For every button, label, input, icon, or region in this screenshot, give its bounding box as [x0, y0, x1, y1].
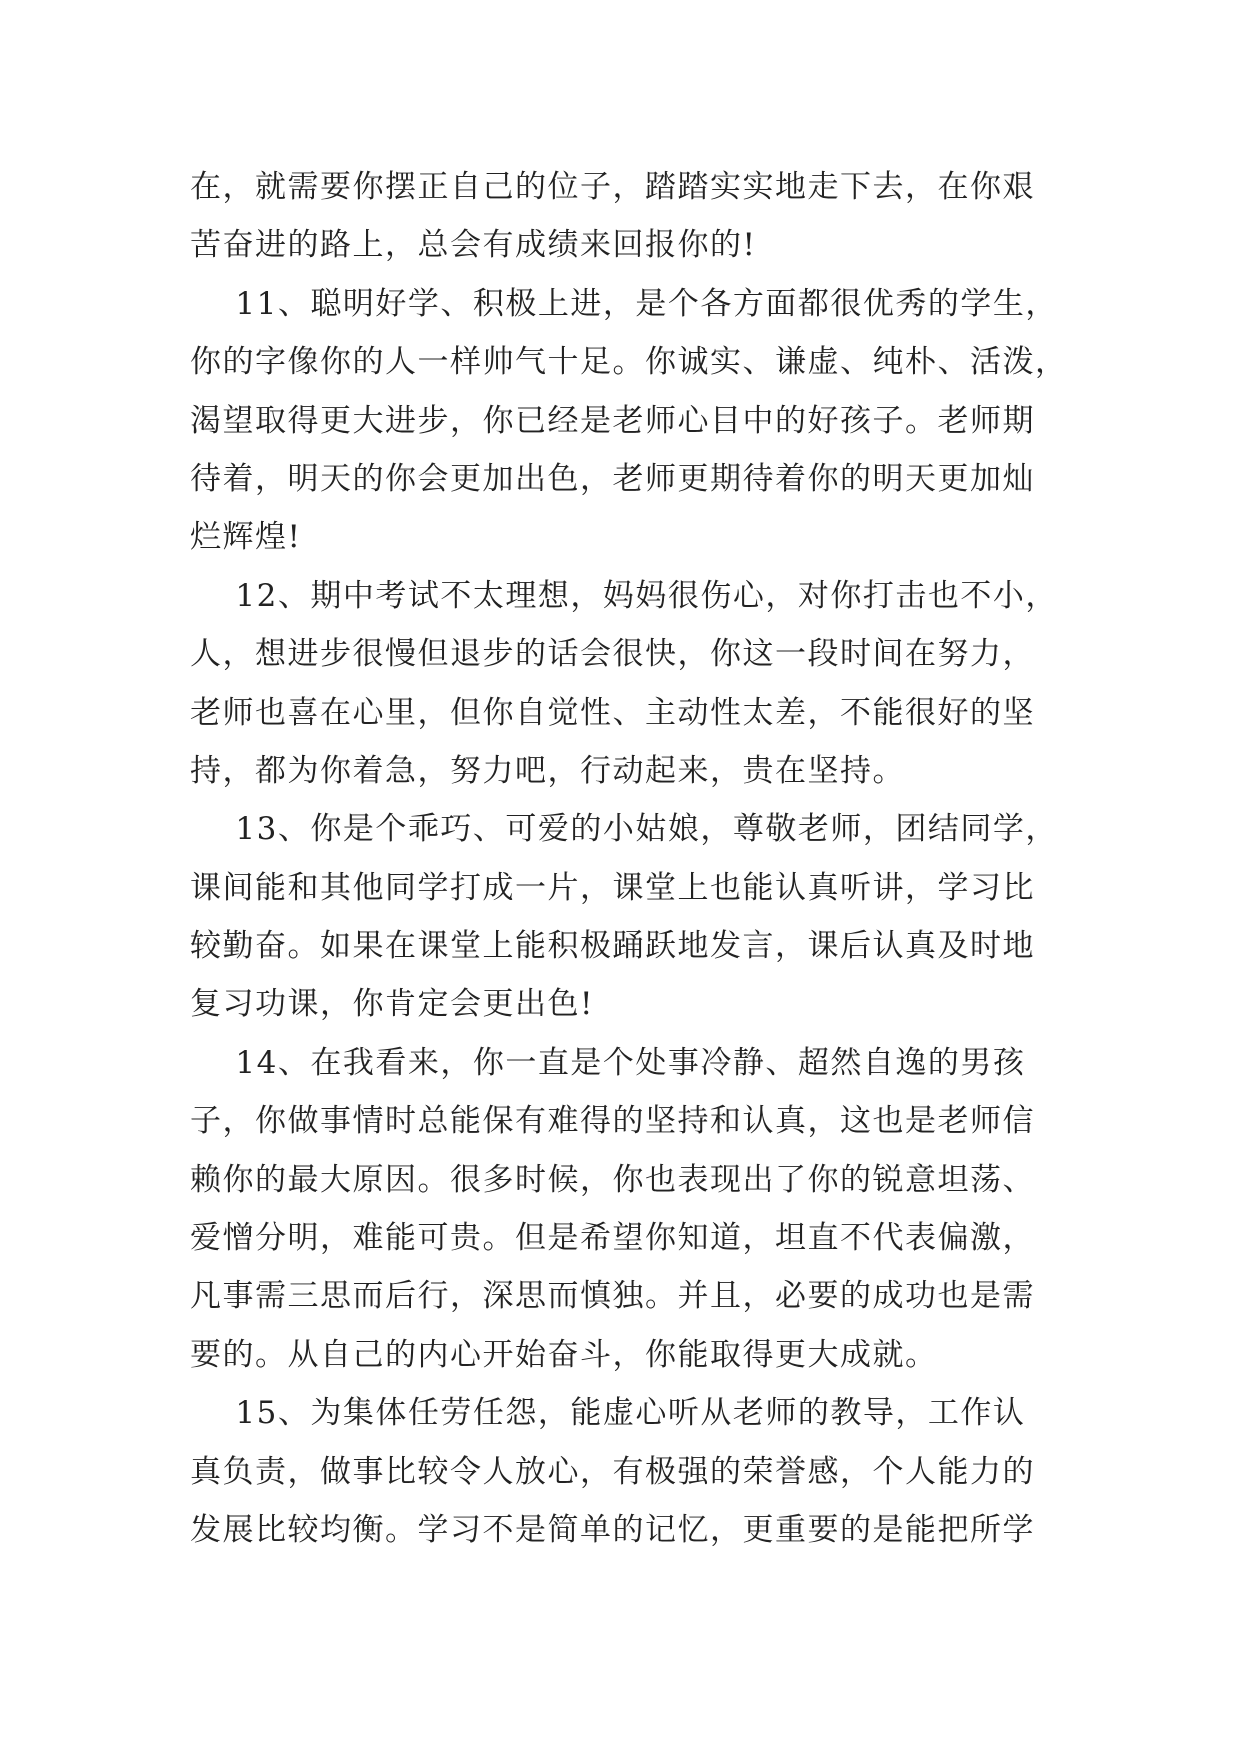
- text-line: 11、聪明好学、积极上进，是个各方面都很优秀的学生，: [190, 285, 1058, 322]
- text-line: 15、为集体任劳任怨，能虚心听从老师的教导，工作认: [190, 1395, 1026, 1432]
- text-line: 复习功课，你肯定会更出色!: [190, 986, 594, 1023]
- document-body: [190, 158, 1068, 1559]
- text-line: 待着，明天的你会更加出色，老师更期待着你的明天更加灿: [190, 460, 1035, 497]
- text-line: 要的。从自己的内心开始奋斗，你能取得更大成就。: [190, 1336, 938, 1373]
- text-line: 在，就需要你摆正自己的位子，踏踏实实地走下去，在你艰: [190, 169, 1035, 205]
- text-line: 12、期中考试不太理想，妈妈很伤心，对你打击也不小，: [190, 577, 1058, 614]
- text-line: 发展比较均衡。学习不是简单的记忆，更重要的是能把所学: [190, 1511, 1035, 1548]
- text-line: 子，你做事情时总能保有难得的坚持和认真，这也是老师信: [190, 1103, 1035, 1140]
- text-line: 渴望取得更大进步，你已经是老师心目中的好孩子。老师期: [190, 402, 1035, 439]
- text-line: 持，都为你着急，努力吧，行动起来，贵在坚持。: [190, 752, 905, 789]
- text-line: 凡事需三思而后行，深思而慎独。并且，必要的成功也是需: [190, 1278, 1035, 1315]
- text-line: 你的字像你的人一样帅气十足。你诚实、谦虚、纯朴、活泼，: [190, 344, 1068, 381]
- text-line: 课间能和其他同学打成一片，课堂上也能认真听讲，学习比: [190, 869, 1035, 906]
- text-line: 烂辉煌!: [190, 519, 302, 556]
- text-line: 人，想进步很慢但退步的话会很快，你这一段时间在努力，: [190, 636, 1035, 673]
- text-line: 13、你是个乖巧、可爱的小姑娘，尊敬老师，团结同学，: [190, 811, 1058, 848]
- text-line: 真负责，做事比较令人放心，有极强的荣誉感，个人能力的: [190, 1453, 1035, 1490]
- text-line: 较勤奋。如果在课堂上能积极踊跃地发言，课后认真及时地: [190, 928, 1035, 965]
- text-line: 苦奋进的路上，总会有成绩来回报你的!: [190, 227, 757, 264]
- text-line: 14、在我看来，你一直是个处事冷静、超然自逸的男孩: [190, 1044, 1026, 1081]
- text-line: 赖你的最大原因。很多时候，你也表现出了你的锐意坦荡、: [190, 1161, 1035, 1198]
- text-line: 爱憎分明，难能可贵。但是希望你知道，坦直不代表偏激，: [190, 1220, 1035, 1257]
- text-line: 老师也喜在心里，但你自觉性、主动性太差，不能很好的坚: [190, 694, 1035, 731]
